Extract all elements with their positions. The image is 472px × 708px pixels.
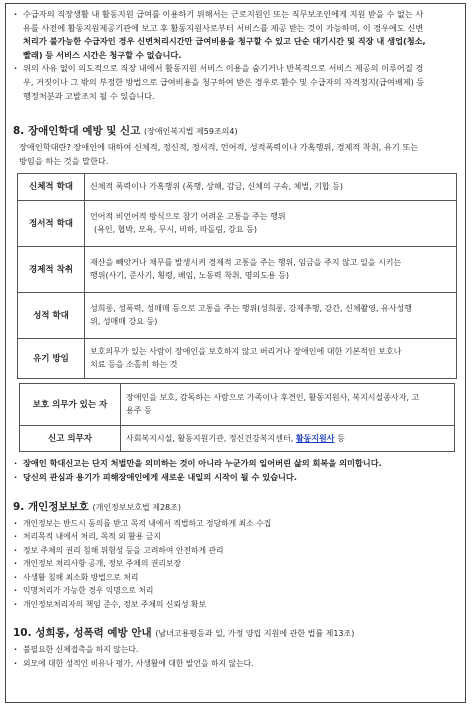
table-row — [20, 426, 455, 452]
privacy-item-2: · 처리목적 내에서 처리, 목적 외 활용 금지 — [13, 530, 457, 544]
section-8-heading: 8. 장애인학대 예방 및 신고 — [13, 125, 141, 138]
duty-desc-reporter-tail: 등 — [334, 433, 345, 443]
section-10-law: (남녀고용평등과 일, 가정 양립 지원에 관한 법률 제13조) — [155, 629, 355, 639]
abuse-desc-emotional-1: 언어적 비언어적 방식으로 참기 어려운 고통을 주는 행위 — [90, 212, 286, 222]
section-10-title — [13, 625, 457, 640]
privacy-item-7: · 개인정보처리자의 책임 준수, 정보 주체의 신뢰성 확보 — [13, 598, 457, 612]
abuse-type-neglect: 유기 방임 — [18, 339, 85, 379]
table-row — [18, 201, 457, 247]
abuse-desc-neglect — [85, 339, 457, 379]
section-8-law: (장애인복지법 제59조의4) — [144, 127, 238, 137]
abuse-desc-sexual — [85, 293, 457, 339]
duty-head-reporter: 신고 의무자 — [20, 426, 121, 452]
table-row — [18, 247, 457, 293]
activity-assistant-link[interactable]: 활동지원사 — [295, 433, 335, 443]
table-row — [20, 384, 455, 426]
section-9-law: (개인정보보호법 제28조) — [92, 502, 181, 512]
intro-p1-line-3: 처리가 불가능한 수급자인 경우 신변처리시간만 급여비용을 청구할 수 있고 단순 대기시간 및 직장 내 생업(청소, — [23, 36, 426, 47]
privacy-item-5: · 사생활 침해 최소화 방법으로 처리 — [13, 571, 457, 585]
abuse-type-economic: 경제적 착취 — [18, 247, 85, 293]
duty-desc-protector-2: 용주 등 — [126, 405, 152, 415]
section-9-heading: 9. 개인정보보호 — [13, 500, 89, 513]
abuse-desc-neglect-2: 치료 등을 소홀히 하는 것 — [90, 359, 178, 369]
section-8-title — [13, 123, 457, 138]
harassment-item-2: · 외모에 대한 성적인 비유나 평가, 사생활에 대한 발언을 하지 않는다. — [13, 657, 457, 671]
section-8-desc-line-1: 장애인학대란? 장애인에 대하여 신체적, 정신적, 정서적, 언어적, 성적폭력이나 가혹행위, 경제적 착취, 유기 또는 — [19, 142, 419, 153]
duty-desc-reporter-text: 사회복지시설, 활동지원기관, 정신건강복지센터, — [126, 433, 296, 443]
intro-p1-line-4: 빨래) 등 서비스 시간은 청구할 수 없습니다. — [23, 49, 182, 60]
abuse-desc-economic-1: 재산을 빼앗거나 채무를 발생시켜 경제적 고통을 주는 행위, 임금을 주지 않고 일을 시키는 — [90, 258, 402, 268]
intro-p1-line-1: 수급자의 직장생활 내 활동지원 급여를 이용하기 위해서는 근로지원인 또는 직무보조인에게 지원 받을 수 없는 사 — [23, 9, 424, 19]
intro-p2-line-3: 행정처분과 고발조치 될 수 있습니다. — [23, 90, 155, 101]
intro-p2-line-2: 우, 거짓이나 그 밖의 부정한 방법으로 급여비용을 청구하여 받은 경우로 환수 및 수급자의 자격정지(급여배제) 등 — [23, 76, 425, 87]
document-content — [13, 8, 457, 670]
duty-table — [19, 383, 455, 452]
intro-p1-line-2: 유를 사전에 활동지원제공기관에 보고 후 활동지원사로부터 서비스를 제공 받는 것이 가능하며, 이 경우에도 신변 — [23, 22, 424, 33]
section-8-note-1: · 장애인 학대신고는 단지 처벌만을 의미하는 것이 아니라 누군가의 일어버린 삶의 회복을 의미합니다. — [13, 457, 457, 471]
harassment-item-1: · 불필요한 신체접촉을 하지 않는다. — [13, 643, 457, 657]
abuse-type-emotional: 정서적 학대 — [18, 201, 85, 247]
section-8-desc-line-2: 방임을 하는 것을 말한다. — [19, 155, 109, 166]
privacy-item-4: · 개인정보 처리사항 공개, 정보 주체의 권리보장 — [13, 557, 457, 571]
privacy-item-6: · 익명처리가 가능한 경우 익명으로 처리 — [13, 584, 457, 598]
duty-desc-reporter — [121, 426, 455, 452]
abuse-types-table — [17, 173, 457, 379]
privacy-item-3: · 정보 주체의 권리 침해 위험성 등을 고려하여 안전하게 관리 — [13, 544, 457, 558]
abuse-desc-emotional — [85, 201, 457, 247]
abuse-desc-economic-2: 행위(사기, 준사기, 횡령, 배임, 노동력 착취, 명의도용 등) — [90, 270, 290, 280]
intro-p2-line-1: 위의 사유 없이 의도적으로 직장 내에서 활동지원 서비스 이용을 숨기거나 반복적으로 서비스 제공의 이루어질 경 — [23, 63, 424, 74]
intro-paragraph-1 — [13, 8, 457, 62]
abuse-desc-neglect-1: 보호의무가 있는 사람이 장애인을 보호하지 않고 버리거나 장애인에 대한 기본적인 보호나 — [90, 347, 402, 357]
duty-desc-protector — [121, 384, 455, 426]
section-8-desc — [13, 141, 457, 168]
section-8-note-2: · 당신의 관심과 용기가 피해장애인에게 새로운 내일의 시작이 될 수 있습니다. — [13, 471, 457, 485]
intro-paragraph-2 — [13, 62, 457, 103]
abuse-desc-emotional-2: (욕인, 협박, 모욕, 무시, 비하, 따돌림, 강요 등) — [94, 224, 257, 234]
abuse-desc-economic — [85, 247, 457, 293]
table-row — [18, 293, 457, 339]
abuse-desc-sexual-2: 위, 성매매 강요 등) — [90, 316, 158, 326]
section-10-heading: 10. 성희롱, 성폭력 예방 안내 — [13, 627, 152, 640]
privacy-item-1: · 개인정보는 반드시 동의를 받고 목적 내에서 적법하고 정당하게 최소 수집 — [13, 517, 457, 531]
abuse-type-sexual: 성적 학대 — [18, 293, 85, 339]
table-row — [18, 174, 457, 201]
abuse-desc-sexual-1: 성희롱, 성폭력, 성매매 등으로 고통을 주는 행위(성희롱, 강제추행, 강간, 신체촬영, 유사성행 — [90, 304, 413, 314]
duty-desc-protector-1: 장애인을 보호, 감독하는 사람으로 가족이나 후견인, 활동지원사, 복지시설종사자, 고 — [126, 393, 420, 403]
table-row — [18, 339, 457, 379]
duty-head-protector: 보호 의무가 있는 자 — [20, 384, 121, 426]
abuse-type-physical: 신체적 학대 — [18, 174, 85, 201]
abuse-desc-physical: 신체적 폭력이나 가혹행위 (폭행, 상해, 감금, 신체의 구속, 체벌, 기합 등) — [85, 174, 457, 201]
section-9-title — [13, 499, 457, 514]
